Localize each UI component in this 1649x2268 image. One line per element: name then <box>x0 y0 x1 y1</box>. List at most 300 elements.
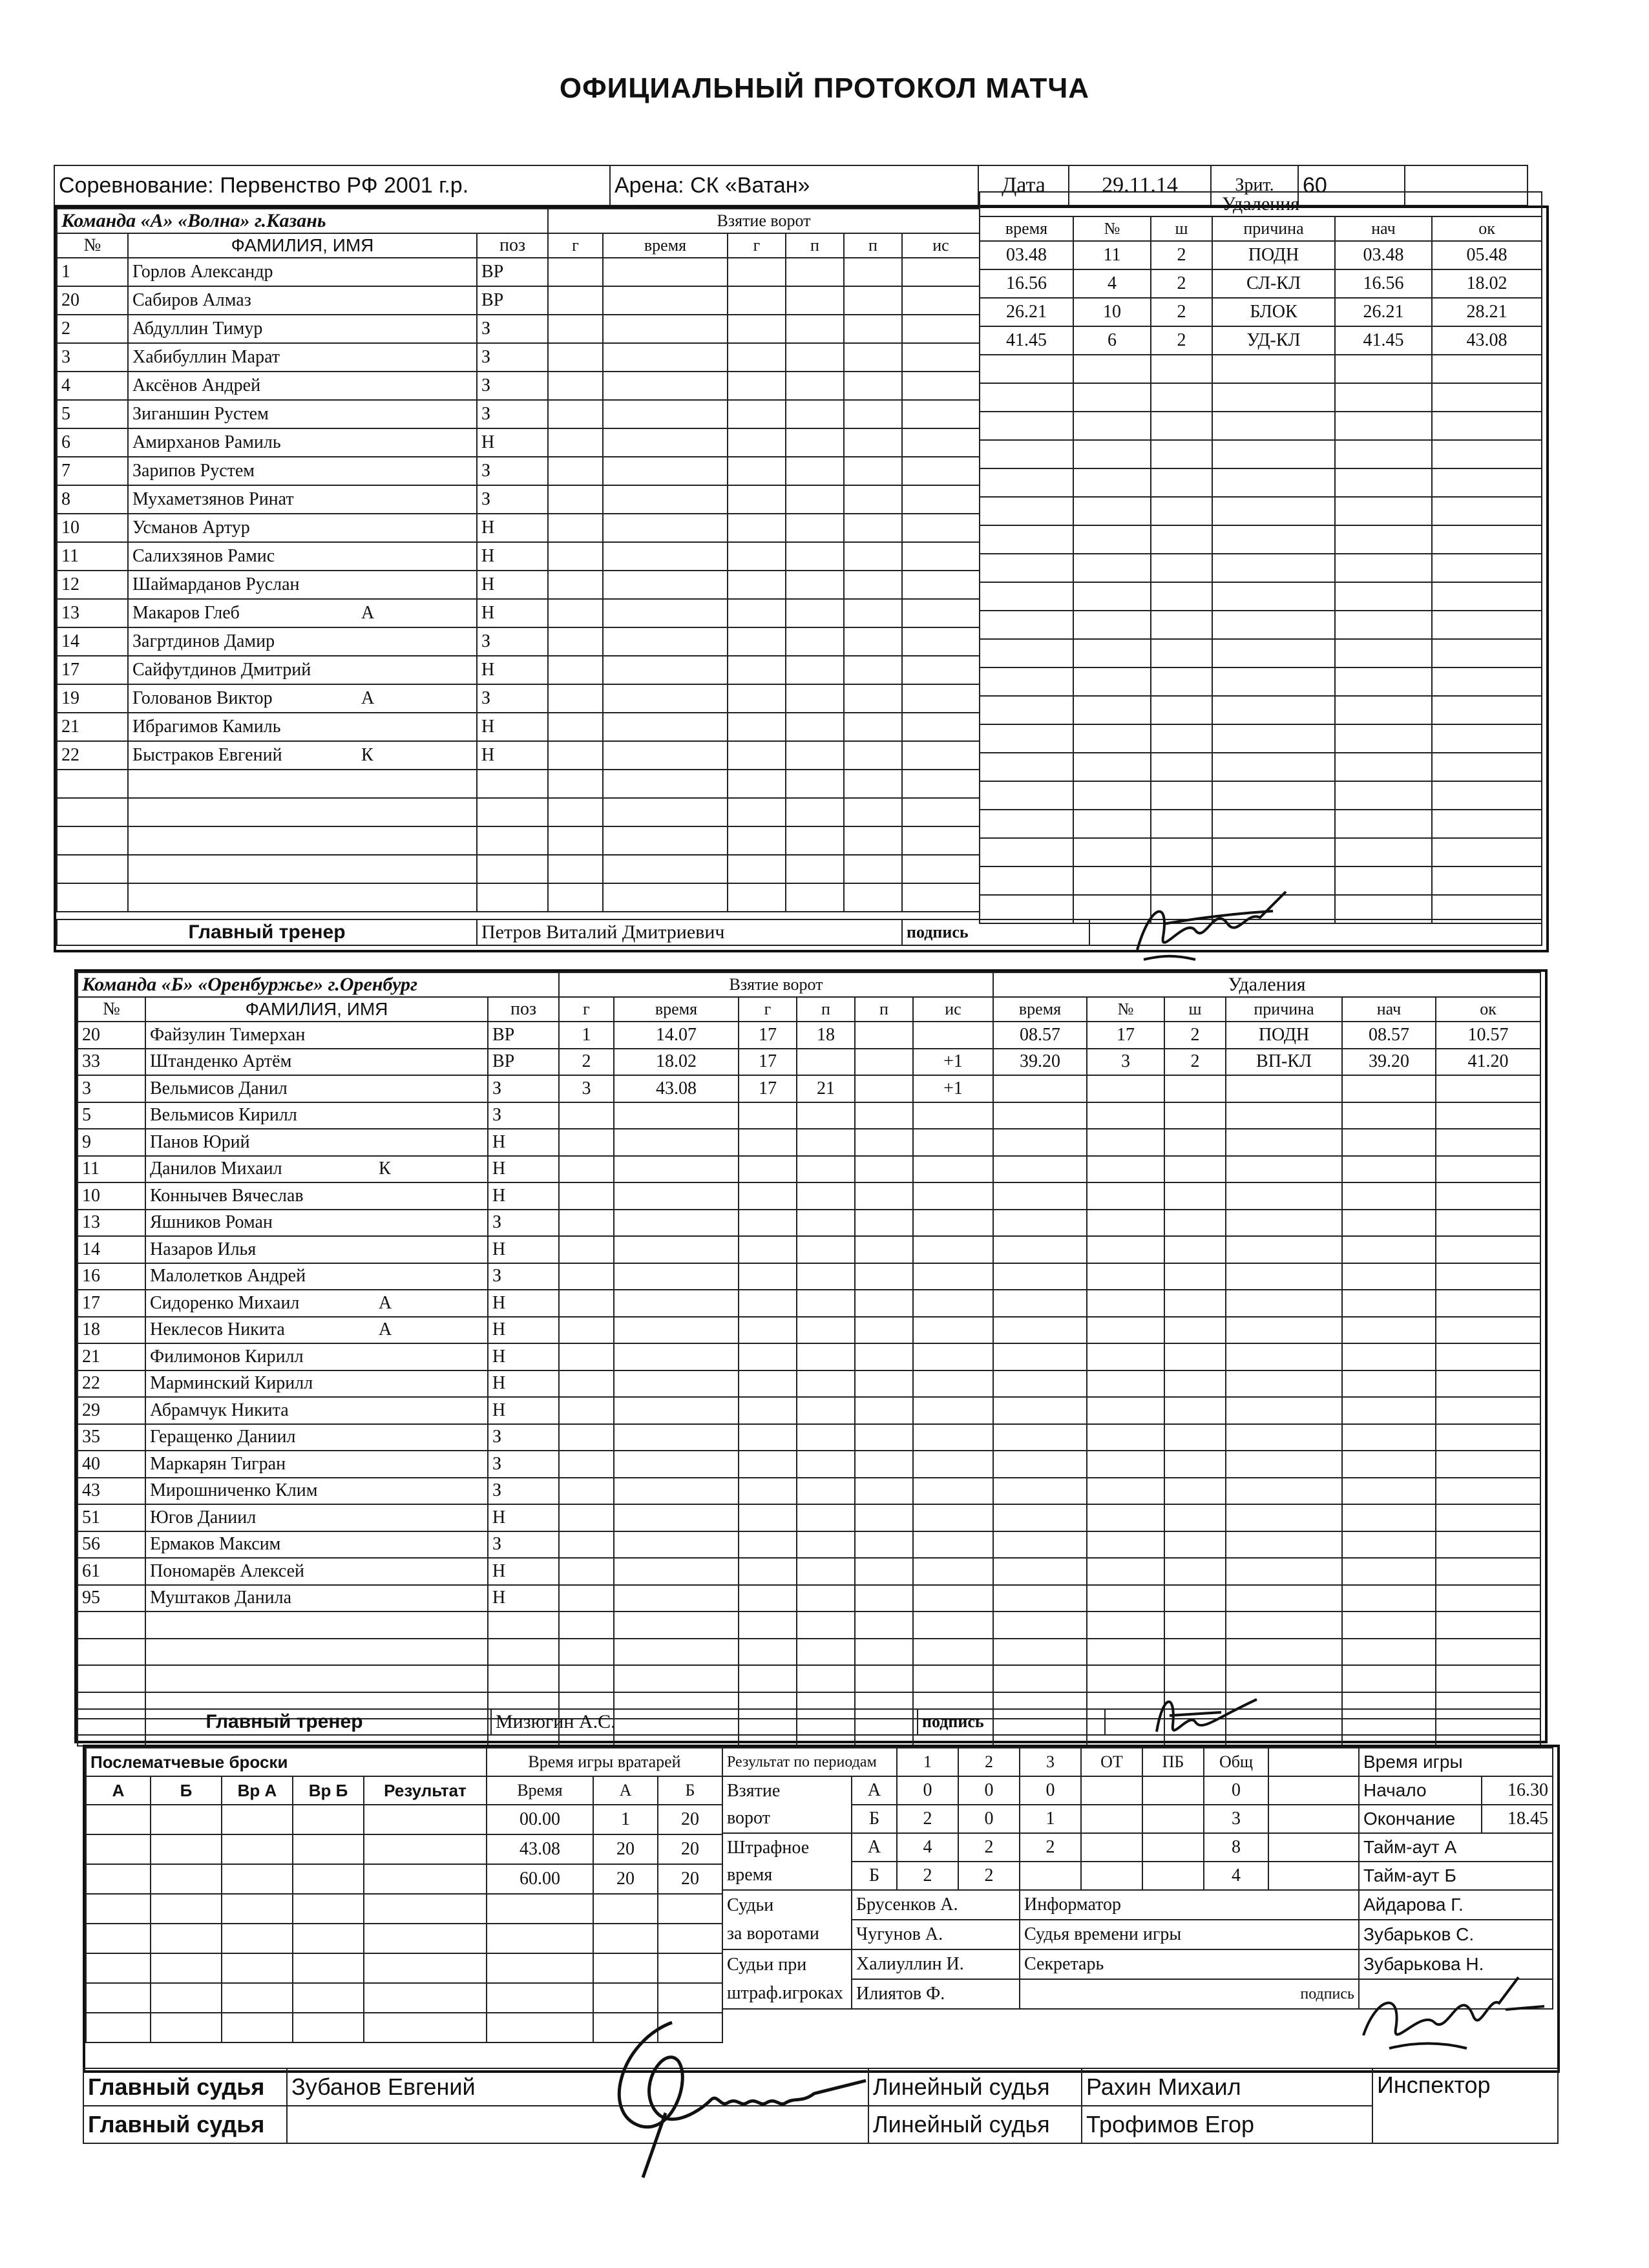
penalty-time <box>980 753 1073 781</box>
goalie-time-cell <box>658 1953 722 1983</box>
penalty-end <box>1436 1343 1540 1370</box>
col-is: ис <box>913 997 993 1022</box>
team-a-coach-signature <box>1124 879 1292 969</box>
goal-row <box>548 315 980 343</box>
goal-p <box>855 1182 913 1210</box>
goal-g <box>559 1504 614 1531</box>
penalty-num: 11 <box>1073 241 1151 269</box>
penalty-reason <box>1212 667 1335 696</box>
goal-a1 <box>728 770 786 798</box>
empty-cell <box>222 1924 293 1953</box>
goal-p <box>844 571 902 599</box>
goal-time <box>603 741 728 770</box>
goal-a1 <box>739 1290 797 1317</box>
penalty-start <box>1335 810 1432 838</box>
signature-label: подпись <box>918 1709 1105 1735</box>
goal-g <box>559 1370 614 1398</box>
penalty-sh <box>1151 611 1212 639</box>
goal-g <box>548 400 603 428</box>
team-a-coach: Петров Виталий Дмитриевич <box>477 919 902 945</box>
player-row <box>57 826 548 855</box>
goal-p <box>855 1236 913 1263</box>
goalie-time-cell: 20 <box>658 1864 722 1894</box>
goal-p <box>844 855 902 883</box>
goalie-time-cell: 20 <box>593 1834 658 1864</box>
team-b-roster <box>77 972 560 1747</box>
player-name: Маркарян Тигран <box>150 1453 286 1474</box>
goal-a2 <box>786 400 844 428</box>
penalty-start <box>1342 1478 1436 1505</box>
player-number: 35 <box>78 1424 145 1451</box>
penalty-end <box>1432 582 1542 611</box>
penalty-reason <box>1226 1290 1342 1317</box>
player-row <box>78 1370 559 1398</box>
player-name-cell <box>128 542 477 571</box>
empty-cell <box>293 1953 364 1983</box>
goal-p <box>844 883 902 912</box>
goal-a1 <box>728 684 786 713</box>
player-name: Зарипов Рустем <box>132 461 255 481</box>
goal-a1 <box>739 1236 797 1263</box>
penalty-start <box>1335 468 1432 497</box>
player-name-cell <box>145 1504 488 1531</box>
col-time: время <box>993 997 1087 1022</box>
goal-row <box>559 1210 993 1237</box>
player-position: З <box>477 372 548 400</box>
goal-g <box>548 599 603 627</box>
player-name: Геращенко Даниил <box>150 1427 296 1447</box>
col-pos: поз <box>477 233 548 258</box>
penalty-start <box>1342 1182 1436 1210</box>
penalty-num <box>1073 554 1151 582</box>
team-b-penalties <box>993 972 1541 1747</box>
penalty-sh <box>1151 582 1212 611</box>
goal-time <box>614 1558 739 1585</box>
empty-cell <box>1268 1862 1359 1890</box>
goal-row <box>559 1370 993 1398</box>
goal-row <box>548 428 980 457</box>
goal-time <box>603 315 728 343</box>
team-b-goals-title: Взятие ворот <box>559 972 993 997</box>
period-value <box>1020 1862 1081 1890</box>
goal-a1 <box>728 855 786 883</box>
player-name-cell <box>145 1558 488 1585</box>
player-number: 16 <box>78 1263 145 1290</box>
player-name: Яшников Роман <box>150 1212 273 1233</box>
signature-label: подпись <box>902 919 1089 945</box>
penalty-time <box>993 1075 1087 1102</box>
penalty-start <box>1342 1263 1436 1290</box>
penalty-time <box>980 383 1073 412</box>
player-name: Зиганшин Рустем <box>132 404 269 424</box>
player-position: Н <box>488 1317 559 1344</box>
penalty-num <box>1073 753 1151 781</box>
penalty-sh <box>1151 355 1212 383</box>
player-row <box>78 1290 559 1317</box>
penalty-num <box>1073 810 1151 838</box>
goal-is <box>902 656 980 684</box>
goal-row <box>559 1585 993 1612</box>
goal-a2 <box>786 741 844 770</box>
goal-p <box>844 286 902 315</box>
penalty-row <box>993 1049 1540 1076</box>
goal-a1 <box>728 258 786 286</box>
penalty-time <box>980 355 1073 383</box>
goal-a2 <box>786 571 844 599</box>
empty-cell <box>222 1864 293 1894</box>
goal-time <box>614 1317 739 1344</box>
player-name: Амирханов Рамиль <box>132 432 281 452</box>
empty-cell <box>1268 1776 1359 1805</box>
empty-cell <box>477 883 548 912</box>
player-name-cell <box>145 1182 488 1210</box>
penalty-sh <box>1151 810 1212 838</box>
penalty-sh <box>1164 1317 1226 1344</box>
goal-g <box>548 741 603 770</box>
goal-a2 <box>786 372 844 400</box>
goal-row <box>548 826 980 855</box>
goal-g <box>548 656 603 684</box>
goal-judge-1: Брусенков А. <box>852 1890 1020 1920</box>
goal-g <box>548 571 603 599</box>
penalty-reason <box>1212 355 1335 383</box>
penalty-reason <box>1212 781 1335 810</box>
penalty-num <box>1073 497 1151 525</box>
col-num: № <box>1073 216 1151 241</box>
goal-a2 <box>797 1531 855 1559</box>
penalty-time: 41.45 <box>980 326 1073 355</box>
goal-p <box>844 400 902 428</box>
penalty-time <box>993 1317 1087 1344</box>
penalty-end: 28.21 <box>1432 298 1542 326</box>
shootout-col: Б <box>151 1776 222 1805</box>
penalty-sh <box>1151 724 1212 753</box>
empty-cell <box>86 1805 151 1834</box>
penalty-row <box>993 1665 1540 1692</box>
col-a1: г <box>728 233 786 258</box>
penalty-num <box>1087 1531 1164 1559</box>
penalty-sh <box>1164 1263 1226 1290</box>
penalty-end: 10.57 <box>1436 1022 1540 1049</box>
penalty-time <box>993 1612 1087 1639</box>
empty-cell <box>145 1612 488 1639</box>
goal-a2 <box>797 1049 855 1076</box>
penalty-sh <box>1151 440 1212 468</box>
period-row-label-1: Взятие <box>727 1781 781 1801</box>
goal-a1 <box>739 1558 797 1585</box>
penalty-start: 16.56 <box>1335 269 1432 298</box>
goal-g <box>559 1585 614 1612</box>
penalty-start <box>1342 1075 1436 1102</box>
player-name: Шаймарданов Руслан <box>132 574 300 594</box>
goal-time <box>614 1504 739 1531</box>
empty-cell <box>151 1953 222 1983</box>
player-row <box>57 713 548 741</box>
penalty-row <box>980 554 1542 582</box>
player-number: 20 <box>57 286 128 315</box>
goal-a2 <box>786 457 844 485</box>
penalty-reason <box>1226 1504 1342 1531</box>
goal-is <box>902 770 980 798</box>
goal-judge-2: Чугунов А. <box>852 1920 1020 1949</box>
head-referee-signature <box>582 1984 879 2190</box>
goal-is <box>913 1129 993 1156</box>
goal-p <box>844 315 902 343</box>
team-a-penalties <box>979 191 1542 924</box>
penalty-row <box>993 1263 1540 1290</box>
period-value: 1 <box>1020 1805 1081 1833</box>
goal-g <box>548 286 603 315</box>
penalty-num: 17 <box>1087 1022 1164 1049</box>
goal-p <box>844 457 902 485</box>
penalty-sh <box>1164 1585 1226 1612</box>
penalty-reason <box>1212 639 1335 667</box>
goal-a2 <box>786 713 844 741</box>
goal-a1 <box>739 1182 797 1210</box>
penalty-end <box>1432 497 1542 525</box>
goal-a2: 18 <box>797 1022 855 1049</box>
player-name: Мухаметзянов Ринат <box>132 489 294 509</box>
inspector-label: Инспектор <box>1372 2068 1558 2143</box>
player-name-cell <box>128 457 477 485</box>
penalty-sh <box>1164 1397 1226 1424</box>
goal-is <box>913 1343 993 1370</box>
penalty-start <box>1335 611 1432 639</box>
player-name-cell <box>145 1585 488 1612</box>
col-p: п <box>797 997 855 1022</box>
secretary-label: Секретарь <box>1020 1949 1359 1979</box>
player-row <box>57 372 548 400</box>
penalty-sh <box>1164 1075 1226 1102</box>
penalty-num <box>1073 724 1151 753</box>
player-position: Н <box>488 1397 559 1424</box>
penalty-start <box>1342 1531 1436 1559</box>
player-number: 22 <box>57 741 128 770</box>
penalty-row <box>993 1236 1540 1263</box>
penalty-reason <box>1226 1397 1342 1424</box>
informer-label: Информатор <box>1020 1890 1359 1920</box>
penalty-num <box>1087 1290 1164 1317</box>
goal-is <box>913 1182 993 1210</box>
player-position: Н <box>488 1236 559 1263</box>
goal-a1 <box>739 1451 797 1478</box>
goal-is <box>902 571 980 599</box>
goal-g <box>548 855 603 883</box>
shootout-row <box>86 1834 487 1864</box>
period-value: 2 <box>958 1862 1020 1890</box>
penalty-row <box>993 1478 1540 1505</box>
player-number: 14 <box>57 627 128 656</box>
penalty-reason <box>1212 412 1335 440</box>
linesman-2: Трофимов Егор <box>1082 2106 1372 2143</box>
period-results-table <box>722 1747 1360 2010</box>
player-name-cell <box>145 1531 488 1559</box>
goal-p <box>844 770 902 798</box>
player-name: Данилов Михаил <box>150 1159 282 1179</box>
penalty-start <box>1342 1370 1436 1398</box>
period-value <box>1081 1805 1142 1833</box>
period-row-label <box>722 1776 852 1833</box>
penalty-start <box>1335 781 1432 810</box>
goal-a1 <box>728 457 786 485</box>
goalie-time-row <box>487 1805 722 1834</box>
penalty-sh <box>1151 838 1212 866</box>
penalty-reason <box>1226 1182 1342 1210</box>
penalty-end: 41.20 <box>1436 1049 1540 1076</box>
penalty-time <box>980 639 1073 667</box>
penalty-reason <box>1212 525 1335 554</box>
penalty-end <box>1432 838 1542 866</box>
goal-p <box>844 258 902 286</box>
penalty-num: 4 <box>1073 269 1151 298</box>
player-name-cell <box>145 1156 488 1183</box>
goalie-time-title: Время игры вратарей <box>487 1748 722 1776</box>
empty-cell <box>488 1665 559 1692</box>
col-end: ок <box>1432 216 1542 241</box>
player-number: 11 <box>78 1156 145 1183</box>
goal-a1 <box>739 1504 797 1531</box>
penalty-end <box>1432 525 1542 554</box>
penalty-row <box>980 241 1542 269</box>
player-name-cell <box>145 1317 488 1344</box>
linesman-1: Рахин Михаил <box>1082 2068 1372 2106</box>
goal-a1: 17 <box>739 1049 797 1076</box>
head-coach-label: Главный тренер <box>57 919 477 945</box>
goal-time <box>614 1424 739 1451</box>
goal-p <box>844 713 902 741</box>
player-position: З <box>488 1102 559 1129</box>
empty-cell <box>293 1924 364 1953</box>
goal-a1 <box>728 627 786 656</box>
goalie-time-cell <box>658 1924 722 1953</box>
penalty-num <box>1087 1370 1164 1398</box>
player-name-cell <box>145 1343 488 1370</box>
player-name: Марминский Кирилл <box>150 1373 313 1394</box>
penalty-time <box>993 1210 1087 1237</box>
penalty-num <box>1073 781 1151 810</box>
penalty-start: 26.21 <box>1335 298 1432 326</box>
goal-time <box>603 855 728 883</box>
goal-is <box>913 1156 993 1183</box>
goal-a2 <box>797 1504 855 1531</box>
player-row <box>78 1665 559 1692</box>
goal-judges-label-1: Судьи <box>727 1895 774 1915</box>
player-name-cell <box>128 656 477 684</box>
penalty-num <box>1087 1129 1164 1156</box>
col-time: время <box>980 216 1073 241</box>
player-name: Филимонов Кирилл <box>150 1346 304 1367</box>
player-name: Штанденко Артём <box>150 1051 292 1072</box>
goal-p <box>855 1370 913 1398</box>
penalty-sh <box>1164 1290 1226 1317</box>
goalie-time-cell <box>593 1924 658 1953</box>
period-value: 2 <box>897 1862 958 1890</box>
goal-g: 3 <box>559 1075 614 1102</box>
goal-time <box>603 883 728 912</box>
goal-row <box>548 599 980 627</box>
penalty-num <box>1087 1182 1164 1210</box>
empty-cell <box>477 798 548 826</box>
penalty-end <box>1436 1210 1540 1237</box>
goal-time <box>603 684 728 713</box>
goal-p <box>855 1397 913 1424</box>
goal-row <box>548 258 980 286</box>
goal-time <box>614 1451 739 1478</box>
goal-is <box>902 400 980 428</box>
player-position: ВР <box>477 286 548 315</box>
goal-a1 <box>728 741 786 770</box>
goal-g <box>548 457 603 485</box>
player-position: З <box>477 627 548 656</box>
player-name: Салихзянов Рамис <box>132 546 275 566</box>
penalty-row <box>980 582 1542 611</box>
player-number: 1 <box>57 258 128 286</box>
player-row <box>57 514 548 542</box>
penalty-row <box>993 1317 1540 1344</box>
penalty-num <box>1087 1504 1164 1531</box>
penalty-row <box>993 1129 1540 1156</box>
timekeeper: Зубарьков С. <box>1359 1920 1553 1949</box>
start-label: Начало <box>1359 1776 1482 1805</box>
penalty-start: 03.48 <box>1335 241 1432 269</box>
penalty-end <box>1432 753 1542 781</box>
goal-row <box>559 1424 993 1451</box>
penalty-row <box>980 696 1542 724</box>
penalty-end <box>1436 1665 1540 1692</box>
goal-is <box>913 1397 993 1424</box>
player-number: 11 <box>57 542 128 571</box>
goal-is <box>913 1102 993 1129</box>
goal-row <box>559 1049 993 1076</box>
penalty-time <box>980 724 1073 753</box>
goal-a1 <box>728 286 786 315</box>
penalty-num <box>1087 1343 1164 1370</box>
goal-p <box>855 1263 913 1290</box>
goal-row <box>559 1639 993 1666</box>
penalty-sh <box>1164 1612 1226 1639</box>
goal-row <box>548 713 980 741</box>
penalty-sh <box>1164 1156 1226 1183</box>
penalty-row <box>993 1639 1540 1666</box>
goal-p <box>855 1290 913 1317</box>
team-a-coach-row <box>56 919 1542 946</box>
goal-is <box>902 599 980 627</box>
penalty-time <box>980 412 1073 440</box>
player-row <box>78 1558 559 1585</box>
goal-time <box>614 1639 739 1666</box>
penalty-row <box>993 1451 1540 1478</box>
goal-p <box>855 1424 913 1451</box>
penalty-end <box>1436 1612 1540 1639</box>
player-row <box>57 684 548 713</box>
goal-p <box>855 1531 913 1559</box>
penalty-num <box>1073 355 1151 383</box>
goal-a2 <box>797 1102 855 1129</box>
goal-is <box>913 1451 993 1478</box>
goal-is <box>902 372 980 400</box>
penalty-reason <box>1226 1612 1342 1639</box>
goal-a2 <box>797 1424 855 1451</box>
player-row <box>78 1639 559 1666</box>
goalie-time-cell <box>487 1983 593 2013</box>
goal-a2 <box>786 798 844 826</box>
shootout-row <box>86 1864 487 1894</box>
goalie-time-cell <box>593 1894 658 1924</box>
player-position: Н <box>488 1585 559 1612</box>
penalty-row <box>980 269 1542 298</box>
player-position: Н <box>488 1504 559 1531</box>
player-row <box>78 1504 559 1531</box>
